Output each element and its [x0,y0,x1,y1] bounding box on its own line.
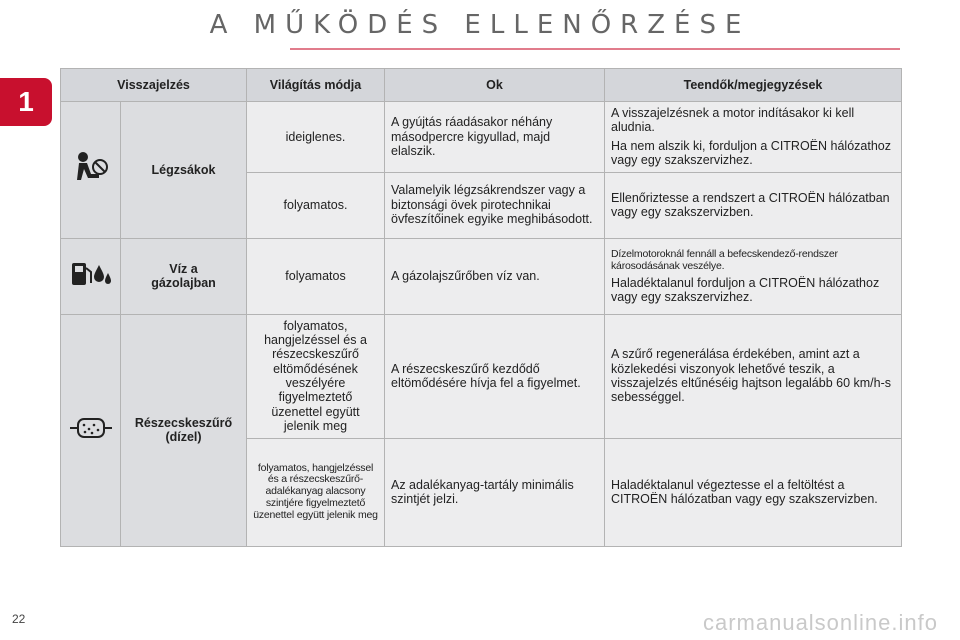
lighting-mode: folyamatos, hangjelzéssel és a részecskeszűrő eltömődésének veszélyére figyelmeztető üzenettel együtt jelenik meg [247,314,385,438]
water-label-line2: gázolajban [151,276,216,290]
action-notes [605,102,902,173]
dpf-label-line2: (dízel) [165,430,202,444]
table-header-row [61,69,902,102]
action-notes [605,238,902,314]
title-divider [290,48,900,50]
airbag-label: Légzsákok [121,102,247,239]
action-notes [605,438,902,546]
note-text: Ha nem alszik ki, forduljon a CITROËN hálózathoz vagy egy szakszervizhez. [611,138,891,168]
page-title: A MŰKÖDÉS ELLENŐRZÉSE [209,10,751,40]
action-notes [605,172,902,238]
lighting-mode: ideiglenes. [247,102,385,173]
table-row [61,238,902,314]
cause-text: A gázolajszűrőben víz van. [385,238,605,314]
note-text: Ellenőriztesse a rendszert a CITROËN hálózatban vagy egy szakszervizben. [611,190,890,219]
note-text: A szűrő regenerálása érdekében, amint azt a közlekedési viszonyok lehetővé teszik, a visszajelzés eltűnéséig hajtson legalább 60 km/h-s sebességgel. [611,347,892,405]
note-text: Haladéktalanul végeztesse el a feltöltést a CITROËN hálózatban vagy egy szakszervizben. [611,477,878,506]
cause-text: A részecskeszűrő kezdődő eltömődésére hívja fel a figyelmet. [385,314,605,438]
lighting-mode: folyamatos, hangjelzéssel és a részecskeszűrő-adalékanyag alacsony szintjére figyelmeztető üzenettel együtt jelenik meg [247,438,385,546]
water-label-line1: Víz a [169,261,198,276]
header-actions: Teendők/megjegyzések [605,69,902,102]
lighting-mode: folyamatos. [247,172,385,238]
header-indicator: Visszajelzés [61,69,247,102]
water-in-diesel-icon [69,259,113,289]
cause-text: Az adalékanyag-tartály minimális szintjét jelzi. [385,438,605,546]
table-row [61,314,902,438]
header-cause: Ok [385,69,605,102]
airbag-icon [71,150,111,186]
header-lighting-mode: Világítás módja [247,69,385,102]
dpf-icon-cell [61,314,121,546]
action-notes [605,314,902,438]
warning-lights-table [60,68,902,547]
lighting-mode: folyamatos [247,238,385,314]
page-number: 22 [12,612,26,626]
cause-text: A gyújtás ráadásakor néhány másodpercre kigyullad, majd elalszik. [385,102,605,173]
note-text: Haladéktalanul forduljon a CITROËN hálózathoz vagy egy szakszervizhez. [611,275,880,305]
dpf-label [121,314,247,546]
table-row [61,102,902,173]
note-text: A visszajelzésnek a motor indításakor ki kell aludnia. [611,106,855,135]
particle-filter-icon [68,416,114,440]
cause-text: Valamelyik légzsákrendszer vagy a biztonsági övek pirotechnikai övfeszítőinek egyike meghibásodott. [385,172,605,238]
water-icon-cell [61,238,121,314]
note-small-text: Dízelmotoroknál fennáll a befecskendező-rendszer károsodásának veszélye. [611,247,838,272]
watermark: carmanualsonline.info [702,610,938,635]
chapter-tab[interactable]: 1 [0,78,52,126]
airbag-icon-cell [61,102,121,239]
dpf-label-line1: Részecskeszűrő [134,415,233,430]
water-label [121,238,247,314]
